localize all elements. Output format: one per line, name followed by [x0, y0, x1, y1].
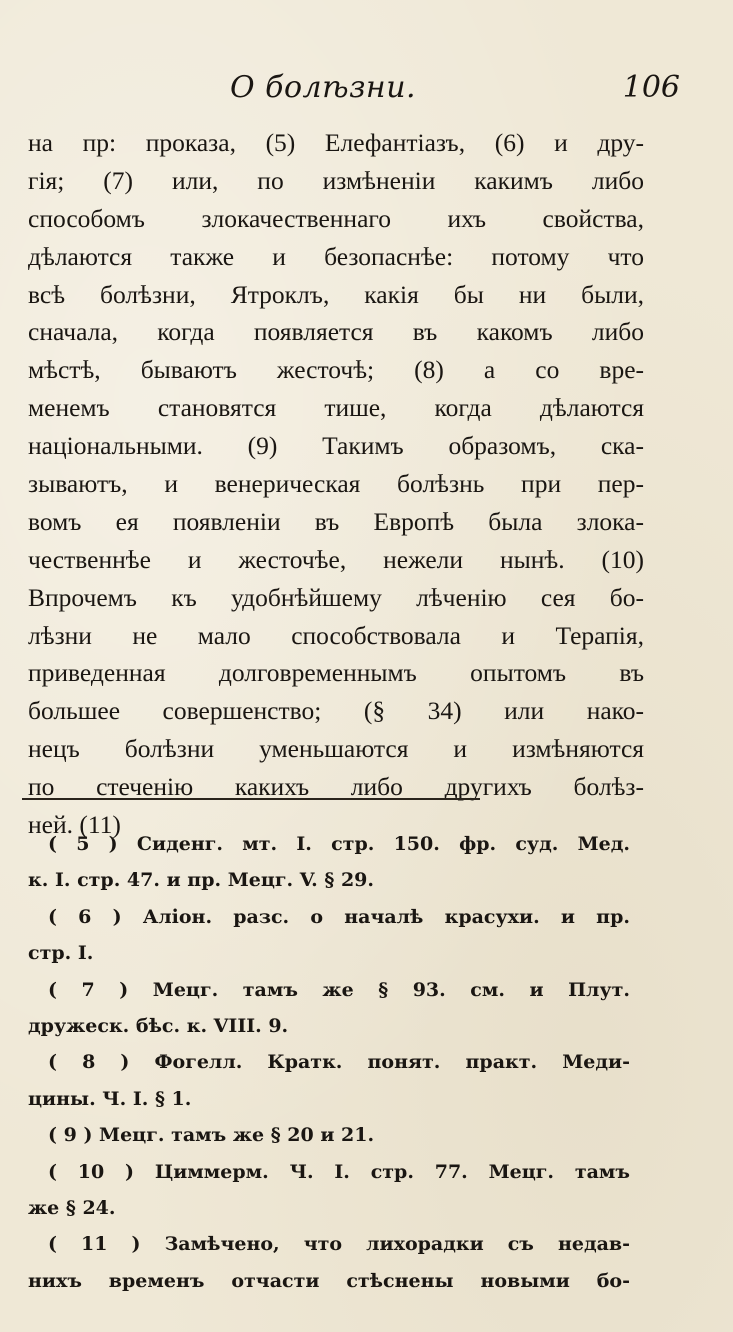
running-title: О болѣзни. — [230, 70, 417, 105]
page-number: 106 — [622, 70, 680, 105]
text-line: Впрочемъ къ удобнѣйшему лѣченію сея бо- — [28, 582, 644, 612]
footnote-line: ( 11 ) Замѣчено, что лихорадки съ недав- — [48, 1233, 630, 1256]
footnote-line: ( 10 ) Циммерм. Ч. I. стр. 77. Мецг. тамъ — [48, 1160, 630, 1183]
text-line: менемъ становятся тише, когда дѣлаются — [28, 393, 644, 423]
page-header — [40, 70, 680, 114]
text-line: всѣ болѣзни, Ятроклъ, какія бы ни были, — [28, 279, 644, 309]
text-line: по стеченію какихъ либо другихъ болѣз- — [28, 772, 644, 802]
footnote-line: ( 7 ) Мецг. тамъ же § 93. см. и Плут. — [48, 978, 630, 1001]
text-line: ней. (11) — [28, 810, 121, 840]
main-text — [28, 124, 644, 844]
footnote-line: цины. Ч. I. § 1. — [28, 1087, 192, 1110]
footnote-line: дружеск. бѣс. к. VIII. 9. — [28, 1014, 289, 1037]
text-line: національными. (9) Такимъ образомъ, ска- — [28, 431, 644, 461]
footnote-separator — [22, 798, 480, 800]
footnote-line: ( 8 ) Фогелл. Кратк. понят. практ. Меди- — [48, 1051, 630, 1074]
text-line: приведенная долговременнымъ опытомъ въ — [28, 658, 644, 688]
text-line: сначала, когда появляется въ какомъ либо — [28, 317, 644, 347]
text-line: большее совершенство; (§ 34) или нако- — [28, 696, 644, 726]
footnote-line: нихъ временъ отчасти стѣснены новыми бо- — [28, 1269, 630, 1292]
text-line: на пр: проказа, (5) Елефантіазъ, (6) и дру- — [28, 128, 644, 157]
text-line: вомъ ея появленіи въ Европѣ была злока- — [28, 506, 644, 536]
footnote-line: к. I. стр. 47. и пр. Мецг. V. § 29. — [28, 869, 375, 892]
footnote-line: же § 24. — [28, 1196, 116, 1219]
text-line: гія; (7) или, по измѣненіи какимъ либо — [28, 165, 644, 195]
text-line: дѣлаются также и безопаснѣе: потому что — [28, 241, 644, 271]
footnote-line: ( 5 ) Сиденг. мт. I. стр. 150. фр. суд. Мед. — [48, 833, 630, 855]
text-line: лѣзни не мало способствовала и Терапія, — [28, 620, 644, 650]
footnote-line: ( 9 ) Мецг. тамъ же § 20 и 21. — [48, 1124, 375, 1147]
text-line: мѣстѣ, бываютъ жесточѣ; (8) а со вре- — [28, 355, 644, 385]
text-line: чественнѣе и жесточѣе, нежели нынѣ. (10) — [28, 544, 644, 574]
text-line: зываютъ, и венерическая болѣзнь при пер- — [28, 469, 644, 499]
footnote-line: стр. I. — [28, 942, 94, 965]
footnote-line: ( 6 ) Аліон. разс. о началѣ красухи. и пр. — [48, 905, 630, 928]
text-line: нецъ болѣзни уменьшаются и измѣняются — [28, 734, 644, 764]
text-line: способомъ злокачественнаго ихъ свойства, — [28, 203, 644, 233]
footnotes — [28, 826, 630, 1299]
